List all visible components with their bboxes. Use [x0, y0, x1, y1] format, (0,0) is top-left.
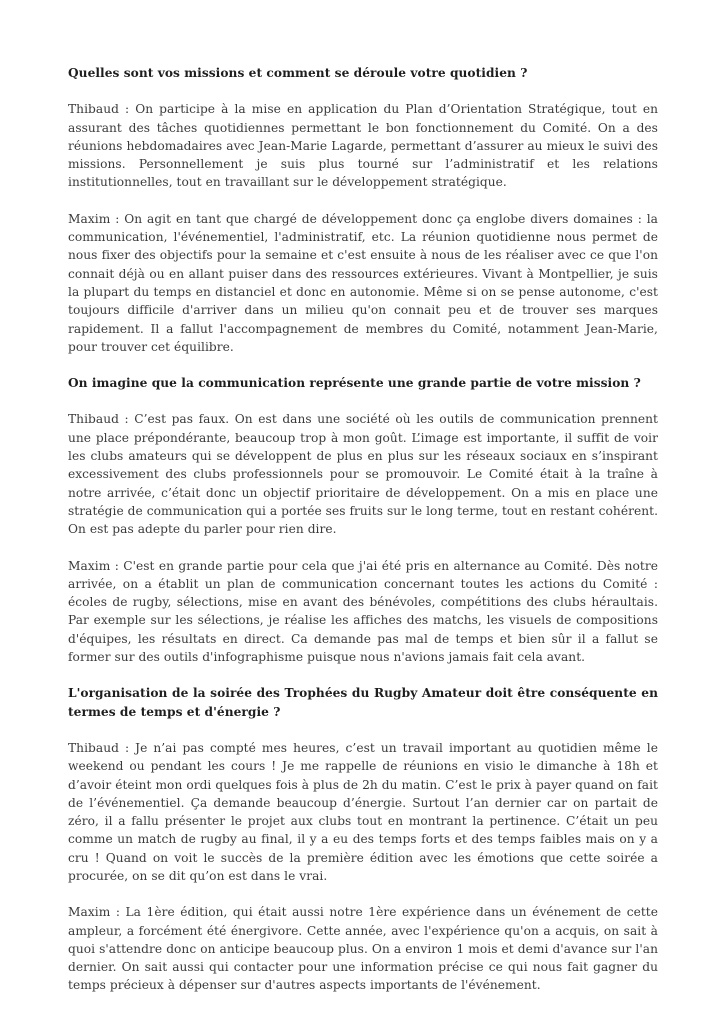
answer-maxim-missions: Maxim : On agit en tant que chargé de développement donc ça englobe divers domaines : la communication, l'événementiel, l'administratif, etc. La réunion quotidienne nous permet de nous fixer des objectifs pour la semaine et c'est ensuite à nous de les réaliser avec ce que l'on connait déjà ou en allant puiser dans des ressources extérieures. Vivant à Montpellier, je suis la plupart du temps en distanciel et donc en autonomie. Même si on se pense autonome, c'est toujours difficile d'arriver dans un milieu qu'on connait peu et de trouver ses marques rapidement. Il a fallut l'accompagnement de membres du Comité, notamment Jean-Marie, pour trouver cet équilibre.: [68, 211, 658, 354]
question-missions: Quelles sont vos missions et comment se déroule votre quotidien ?: [68, 66, 528, 80]
answer-thibaud-missions: Thibaud : On participe à la mise en application du Plan d’Orientation Stratégique, tout en assurant des tâches quotidiennes permettant le bon fonctionnement du Comité. On a des réunions hebdomadaires avec Jean-Marie Lagarde, permettant d’assurer au mieux le suivi des missions. Personnellement je suis plus tourné sur l’administratif et les relations institutionnelles, tout en travaillant sur le développement stratégique.: [68, 102, 658, 190]
answer-thibaud-communication: Thibaud : C’est pas faux. On est dans une société où les outils de communication prennent une place prépondérante, beaucoup trop à mon goût. L’image est importante, il suffit de voir les clubs amateurs qui se développent de plus en plus sur les réseaux sociaux en s’inspirant excessivement des clubs professionnels pour se promouvoir. Le Comité était à la traîne à notre arrivée, c’était donc un objectif prioritaire de développement. On a mis en place une stratégie de communication qui a portée ses fruits sur le long terme, tout en restant cohérent. On est pas adepte du parler pour rien dire.: [68, 412, 658, 537]
question-trophees: L'organisation de la soirée des Trophées du Rugby Amateur doit être conséquente en termes de temps et d'énergie ?: [68, 686, 658, 719]
answer-maxim-communication: Maxim : C'est en grande partie pour cela que j'ai été pris en alternance au Comité. Dès notre arrivée, on a établit un plan de communication concernant toutes les actions du Comité : écoles de rugby, sélections, mise en avant des bénévoles, compétitions des clubs héraultais. Par exemple sur les sélections, je réalise les affiches des matchs, les visuels de compositions d'équipes, les résultats en direct. Ca demande pas mal de temps et bien sûr il a fallut se former sur des outils d'infographisme puisque nous n'avions jamais fait cela avant.: [68, 558, 658, 665]
question-communication: On imagine que la communication représente une grande partie de votre mission ?: [68, 376, 641, 391]
document-page: [68, 64, 658, 1013]
answer-thibaud-trophees: Thibaud : Je n’ai pas compté mes heures, c’est un travail important au quotidien même le weekend ou pendant les cours ! Je me rappelle de réunions en visio le dimanche à 18h et d’avoir éteint mon ordi quelques fois à plus de 2h du matin. C’est le prix à payer quand on fait de l’événementiel. Ça demande beaucoup d’énergie. Surtout l’an dernier car on partait de zéro, il a fallu présenter le projet aux clubs tout en montrant la pertinence. C’était un peu comme un match de rugby au final, il y a eu des temps forts et des temps faibles mais on y a cru ! Quand on voit le succès de la première édition avec les émotions que cette soirée a procurée, on se dit qu’on est dans le vrai.: [68, 740, 658, 883]
answer-maxim-trophees: Maxim : La 1ère édition, qui était aussi notre 1ère expérience dans un événement de cette ampleur, a forcément été énergivore. Cette année, avec l'expérience qu'on a acquis, on sait à quoi s'attendre donc on anticipe beaucoup plus. On a environ 1 mois et demi d'avance sur l'an dernier. On sait aussi qui contacter pour une information précise ce qui nous fait gagner du temps précieux à dépenser sur d'autres aspects importants de l'événement.: [68, 905, 658, 993]
